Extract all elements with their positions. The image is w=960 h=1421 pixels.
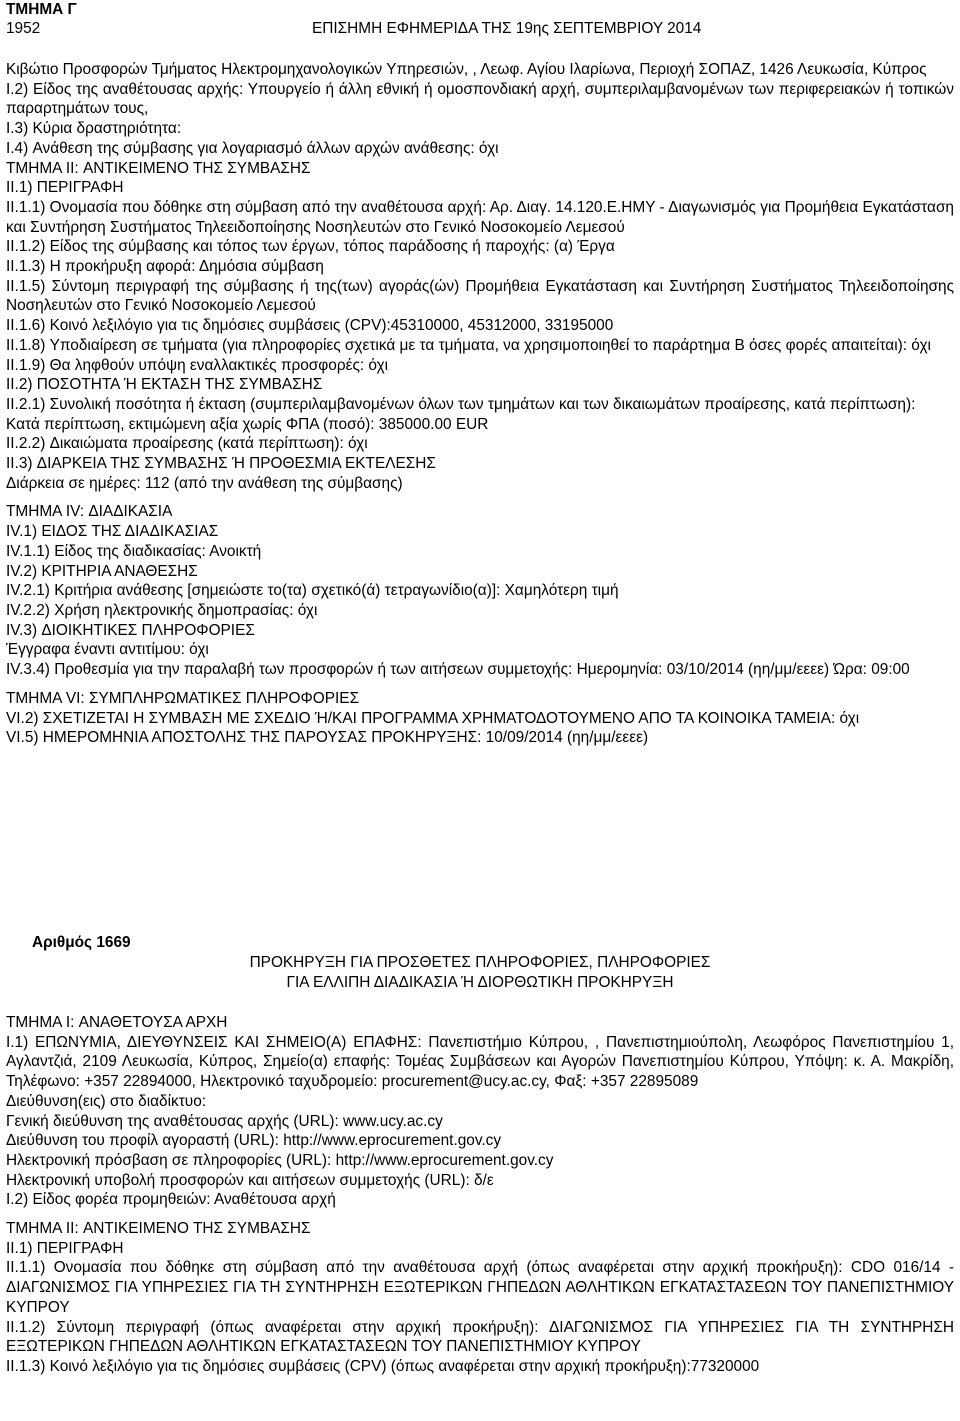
notice-line: Ηλεκτρονική υποβολή προσφορών και αιτήσεων συμμετοχής (URL): δ/ε bbox=[6, 1171, 494, 1189]
notice-line: II.1.2) Είδος της σύμβασης και τόπος των έργων, τόπος παράδοσης ή παροχής: (α) Έργα bbox=[6, 238, 615, 256]
notice-line: II.2.1) Συνολική ποσότητα ή έκταση (συμπεριλαμβανομένων όλων των τμημάτων και των δικαιωμάτων προαίρεσης, κατά περίπτωση): bbox=[6, 395, 916, 413]
notice-line: II.1.1) Ονομασία που δόθηκε στη σύμβαση από την αναθέτουσα αρχή (όπως αναφέρεται στην αρχική προκήρυξη): CDO 016/14 - ΔΙΑΓΩΝΙΣΜΟΣ ΓΙΑ ΥΠΗΡΕΣΙΕΣ ΓΙΑ ΤΗ ΣΥΝΤΗΡΗΣΗ ΕΞΩΤΕΡΙΚΩΝ ΓΗΠΕΔΩΝ ΑΘΛΗΤΙΚΩΝ ΕΓΚΑΤΑΣΤΑΣΕΩΝ ΤΟΥ ΠΑΝΕΠΙΣΤΗΜΙΟΥ ΚΥΠΡΟΥ bbox=[6, 1259, 954, 1316]
gazette-title: ΕΠΙΣΗΜΗ ΕΦΗΜΕΡΙΔΑ ΤΗΣ 19ης ΣΕΠΤΕΜΒΡΙΟΥ 2014 bbox=[312, 20, 702, 37]
notice-line: I.2) Είδος φορέα προμηθειών: Αναθέτουσα αρχή bbox=[6, 1191, 336, 1209]
notice-line: Διεύθυνση του προφίλ αγοραστή (URL): http://www.eprocurement.gov.cy bbox=[6, 1132, 502, 1150]
notice-line: II.2.2) Δικαιώματα προαίρεσης (κατά περίπτωση): όχι bbox=[6, 435, 368, 453]
notice-line: IV.3) ΔΙΟΙΚΗΤΙΚΕΣ ΠΛΗΡΟΦΟΡΙΕΣ bbox=[6, 621, 255, 639]
notice-line: IV.1.1) Είδος της διαδικασίας: Ανοικτή bbox=[6, 542, 262, 560]
notice-line: I.1) ΕΠΩΝΥΜΙΑ, ΔΙΕΥΘΥΝΣΕΙΣ ΚΑΙ ΣΗΜΕΙΟ(Α) ΕΠΑΦΗΣ: Πανεπιστήμιο Κύπρου, , Πανεπιστημιούπολη, Λεωφόρος Πανεπιστημίου 1, Αγλαντζιά, 2109 Λευκωσία, Κύπρος, Σημείο(α) επαφής: Τομέας Συμβάσεων και Αγορών Πανεπιστημίου Κύπρου, Υπόψη: κ. Α. Μακρίδη, Τηλέφωνο: +357 22894000, Ηλεκτρονικό ταχυδρομείο: procurement@ucy.ac.cy, Φαξ: +357 22895089 bbox=[6, 1033, 954, 1091]
notice-line: II.1.3) Κοινό λεξιλόγιο για τις δημόσιες συμβάσεις (CPV) (όπως αναφέρεται στην αρχική προκήρυξη):77320000 bbox=[6, 1357, 760, 1375]
notice-2 bbox=[6, 933, 954, 1377]
page-number: 1952 bbox=[6, 20, 41, 37]
notice-line: II.3) ΔΙΑΡΚΕΙΑ ΤΗΣ ΣΥΜΒΑΣΗΣ Ή ΠΡΟΘΕΣΜΙΑ ΕΚΤΕΛΕΣΗΣ bbox=[6, 455, 436, 473]
notice-line: ΤΜΗΜΑ I: ΑΝΑΘΕΤΟΥΣΑ ΑΡΧΗ bbox=[6, 1014, 228, 1031]
notice-line: Έγγραφα έναντι αντιτίμου: όχι bbox=[6, 641, 209, 659]
notice-line: IV.3.4) Προθεσμία για την παραλαβή των προσφορών ή των αιτήσεων συμμετοχής: Ημερομηνία: 03/10/2014 (ηη/μμ/εεεε) Ώρα: 09:00 bbox=[6, 661, 910, 679]
notice-line: I.3) Κύρια δραστηριότητα: bbox=[6, 120, 182, 138]
section-label: ΤΜΗΜΑ Γ bbox=[6, 1, 77, 18]
notice-line: II.1.8) Υποδιαίρεση σε τμήματα (για πληροφορίες σχετικά με τα τμήματα, να χρησιμοποιηθεί το παράρτημα Β όσες φορές απαιτείται): όχι bbox=[6, 336, 931, 354]
notice-line: ΤΜΗΜΑ IV: ΔΙΑΔΙΚΑΣΙΑ bbox=[6, 503, 173, 521]
notice-line: II.1.2) Σύντομη περιγραφή (όπως αναφέρεται στην αρχική προκήρυξη): ΔΙΑΓΩΝΙΣΜΟΣ ΓΙΑ ΥΠΗΡΕΣΙΕΣ ΓΙΑ ΤΗ ΣΥΝΤΗΡΗΣΗ ΕΞΩΤΕΡΙΚΩΝ ΓΗΠΕΔΩΝ ΑΘΛΗΤΙΚΩΝ ΕΓΚΑΤΑΣΤΑΣΕΩΝ ΤΟΥ ΠΑΝΕΠΙΣΤΗΜΙΟΥ ΚΥΠΡΟΥ bbox=[6, 1318, 954, 1356]
notice-line: ΤΜΗΜΑ II: ΑΝΤΙΚΕΙΜΕΝΟ ΤΗΣ ΣΥΜΒΑΣΗΣ bbox=[6, 1220, 311, 1238]
notice-line: Γενική διεύθυνση της αναθέτουσας αρχής (URL): www.ucy.ac.cy bbox=[6, 1112, 443, 1130]
notice-number: Αριθμός 1669 bbox=[32, 934, 131, 951]
notice-line: II.1) ΠΕΡΙΓΡΑΦΗ bbox=[6, 1239, 124, 1257]
notice-heading bbox=[6, 933, 954, 1013]
notice-line: IV.2) ΚΡΙΤΗΡΙΑ ΑΝΑΘΕΣΗΣ bbox=[6, 562, 198, 580]
notice-line: II.2) ΠΟΣΟΤΗΤΑ Ή ΕΚΤΑΣΗ ΤΗΣ ΣΥΜΒΑΣΗΣ bbox=[6, 376, 323, 394]
notice-line: Διάρκεια σε ημέρες: 112 (από την ανάθεση της σύμβασης) bbox=[6, 474, 403, 492]
notice-line: I.2) Είδος της αναθέτουσας αρχής: Υπουργείο ή άλλη εθνική ή ομοσπονδιακή αρχή, συμπεριλαμβανομένων των περιφερειακών ή τοπικών παραρτημάτων τους, bbox=[6, 80, 954, 118]
spacer bbox=[6, 680, 954, 689]
notice-line: IV.2.2) Χρήση ηλεκτρονικής δημοπρασίας: όχι bbox=[6, 601, 318, 619]
notice-line: I.4) Ανάθεση της σύμβασης για λογαριασμό άλλων αρχών ανάθεσης: όχι bbox=[6, 139, 499, 157]
spacer bbox=[6, 493, 954, 502]
notice-line: II.1) ΠΕΡΙΓΡΑΦΗ bbox=[6, 179, 124, 197]
notice-line: II.1.3) Η προκήρυξη αφορά: Δημόσια σύμβαση bbox=[6, 258, 324, 276]
notice-line: IV.1) ΕΙΔΟΣ ΤΗΣ ΔΙΑΔΙΚΑΣΙΑΣ bbox=[6, 523, 219, 541]
notice-line: VI.2) ΣΧΕΤΙΖΕΤΑΙ Η ΣΥΜΒΑΣΗ ΜΕ ΣΧΕΔΙΟ Ή/ΚΑΙ ΠΡΟΓΡΑΜΜΑ ΧΡΗΜΑΤΟΔΟΤΟΥΜΕΝΟ ΑΠΟ ΤΑ ΚΟΙΝΟΙΚΑ ΤΑΜΕΙΑ: όχι bbox=[6, 709, 860, 727]
notice-line: Ηλεκτρονική πρόσβαση σε πληροφορίες (URL): http://www.eprocurement.gov.cy bbox=[6, 1151, 554, 1169]
notice-line: Κιβώτιο Προσφορών Τμήματος Ηλεκτρομηχανολογικών Υπηρεσιών, , Λεωφ. Αγίου Ιλαρίωνα, Περιοχή ΣΟΠΑΖ, 1426 Λευκωσία, Κύπρος bbox=[6, 61, 927, 78]
notice-line: ΤΜΗΜΑ II: ΑΝΤΙΚΕΙΜΕΝΟ ΤΗΣ ΣΥΜΒΑΣΗΣ bbox=[6, 159, 311, 177]
notice-line: Κατά περίπτωση, εκτιμώμενη αξία χωρίς ΦΠΑ (ποσό): 385000.00 EUR bbox=[6, 415, 489, 433]
notice-line: IV.2.1) Κριτήρια ανάθεσης [σημειώστε το(τα) σχετικό(ά) τετραγωνίδιο(α)]: Χαμηλότερη τιμή bbox=[6, 582, 619, 600]
notice-1 bbox=[6, 60, 954, 748]
notice-title-line-2: ΓΙΑ ΕΛΛΙΠΗ ΔΙΑΔΙΚΑΣΙΑ Ή ΔΙΟΡΘΩΤΙΚΗ ΠΡΟΚΗΡΥΞΗ bbox=[286, 974, 674, 991]
notice-line: II.1.6) Κοινό λεξιλόγιο για τις δημόσιες συμβάσεις (CPV):45310000, 45312000, 33195000 bbox=[6, 317, 614, 335]
notice-line: II.1.1) Ονομασία που δόθηκε στη σύμβαση από την αναθέτουσα αρχή: Αρ. Διαγ. 14.120.Ε.ΗΜΥ - Διαγωνισμός για Προμήθεια Εγκατάσταση και Συντήρηση Συστήματος Τηλεειδοποίησης Νοσηλευτών στο Γενικό Νοσοκομείο Λεμεσού bbox=[6, 198, 954, 236]
notice-line: VI.5) ΗΜΕΡΟΜΗΝΙΑ ΑΠΟΣΤΟΛΗΣ ΤΗΣ ΠΑΡΟΥΣΑΣ ΠΡΟΚΗΡΥΞΗΣ: 10/09/2014 (ηη/μμ/εεεε) bbox=[6, 729, 649, 747]
notice-line: Διεύθυνση(εις) στο διαδίκτυο: bbox=[6, 1092, 207, 1110]
notice-line: ΤΜΗΜΑ VI: ΣΥΜΠΛΗΡΩΜΑΤΙΚΕΣ ΠΛΗΡΟΦΟΡΙΕΣ bbox=[6, 689, 360, 707]
spacer bbox=[6, 1210, 954, 1219]
notice-title-line-1: ΠΡΟΚΗΡΥΞΗ ΓΙΑ ΠΡΟΣΘΕΤΕΣ ΠΛΗΡΟΦΟΡΙΕΣ, ΠΛΗΡΟΦΟΡΙΕΣ bbox=[249, 954, 711, 971]
notice-line: II.1.9) Θα ληφθούν υπόψη εναλλακτικές προσφορές: όχι bbox=[6, 356, 389, 374]
notice-line: II.1.5) Σύντομη περιγραφή της σύμβασης ή της(των) αγοράς(ών) Προμήθεια Εγκατάσταση και Συντήρηση Συστήματος Τηλεειδοποίησης Νοσηλευτών στο Γενικό Νοσοκομείο Λεμεσού bbox=[6, 277, 954, 315]
